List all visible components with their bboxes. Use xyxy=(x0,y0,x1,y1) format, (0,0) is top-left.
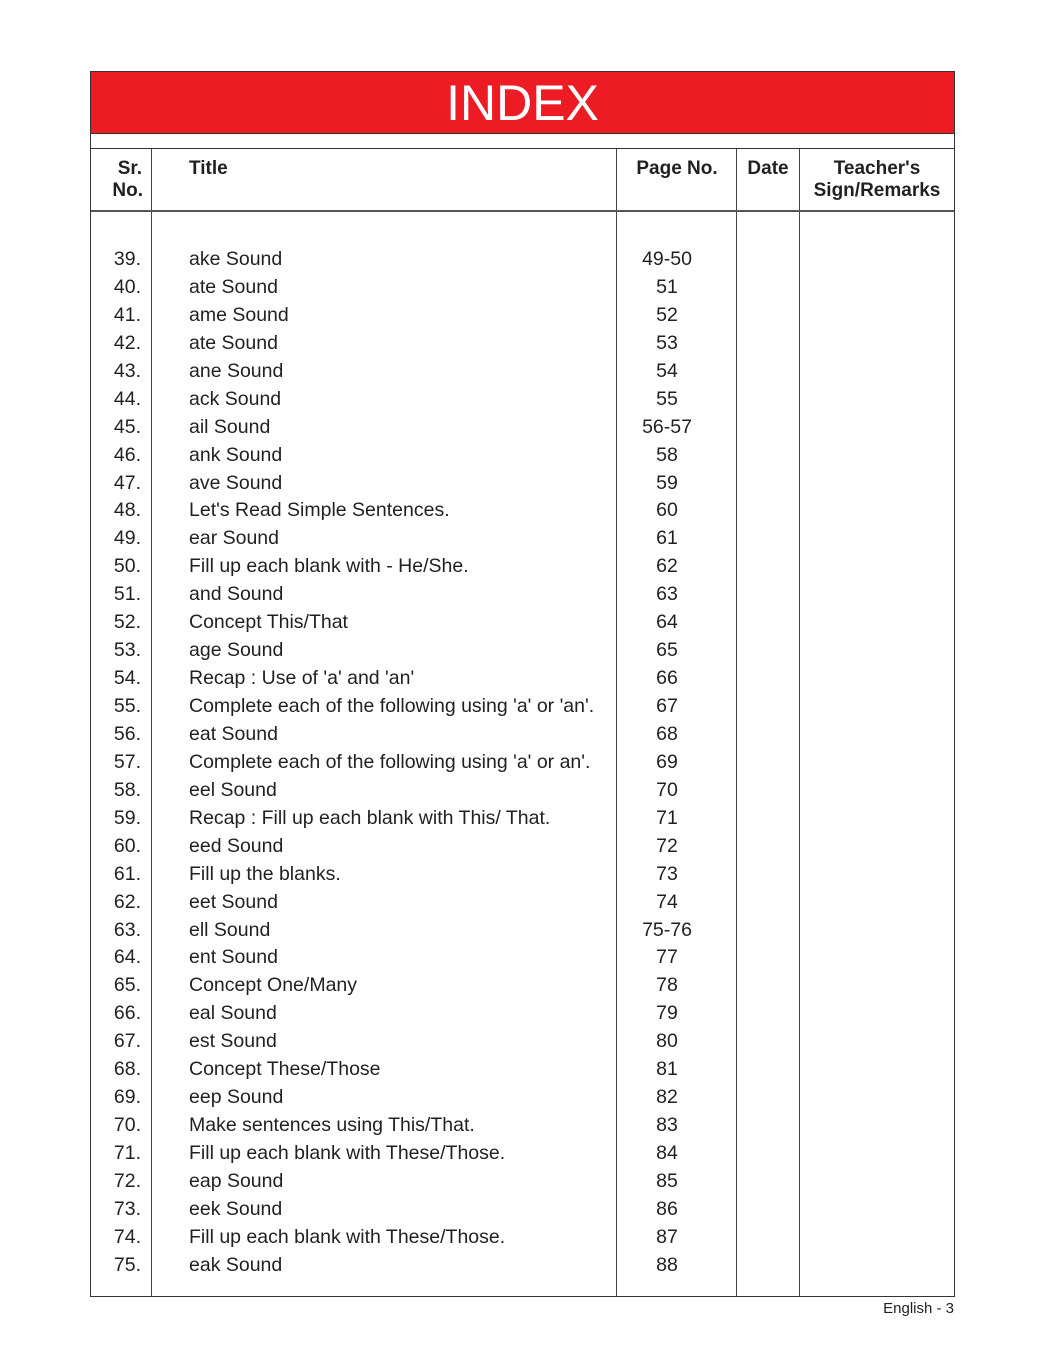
table-body xyxy=(91,245,954,1279)
row-page-no: 69 xyxy=(656,750,678,773)
row-page-no: 74 xyxy=(656,890,678,913)
table-row xyxy=(91,1055,954,1083)
row-title: Concept One/Many xyxy=(189,974,358,997)
table-row xyxy=(91,860,954,888)
row-title: eap Sound xyxy=(189,1169,284,1192)
row-number: 41. xyxy=(113,303,141,326)
row-title: Let's Read Simple Sentences. xyxy=(189,499,450,522)
row-number: 49. xyxy=(113,527,141,550)
row-page-no: 87 xyxy=(656,1225,678,1248)
row-title: eal Sound xyxy=(189,1002,277,1025)
row-title: Recap : Use of 'a' and 'an' xyxy=(189,667,415,690)
row-title: ake Sound xyxy=(189,248,283,270)
table-row xyxy=(91,916,954,944)
row-number: 57. xyxy=(113,750,141,773)
header-page-no: Page No. xyxy=(636,158,718,179)
row-number: 47. xyxy=(113,471,141,494)
row-page-no: 59 xyxy=(656,471,678,494)
row-number: 52. xyxy=(113,611,141,634)
table-row xyxy=(91,413,954,441)
table-row xyxy=(91,608,954,636)
row-title: ell Sound xyxy=(189,918,271,941)
row-page-no: 75-76 xyxy=(642,918,692,941)
table-row xyxy=(91,273,954,301)
row-number: 40. xyxy=(113,275,141,298)
table-row xyxy=(91,496,954,524)
table-row xyxy=(91,1195,954,1223)
row-number: 51. xyxy=(113,583,141,606)
row-number: 54. xyxy=(113,667,141,690)
row-page-no: 68 xyxy=(656,722,678,745)
row-title: eak Sound xyxy=(189,1253,283,1276)
table-row xyxy=(91,580,954,608)
table-row xyxy=(91,469,954,497)
row-number: 61. xyxy=(113,862,141,885)
row-number: 56. xyxy=(113,722,141,745)
row-number: 42. xyxy=(113,331,141,354)
table-row xyxy=(91,524,954,552)
row-number: 63. xyxy=(113,918,141,941)
row-number: 60. xyxy=(113,834,141,857)
row-page-no: 60 xyxy=(656,499,678,522)
row-title: eep Sound xyxy=(189,1086,284,1109)
table-row xyxy=(91,832,954,860)
table-row xyxy=(91,1139,954,1167)
row-title: ent Sound xyxy=(189,946,278,969)
row-title: Concept This/That xyxy=(189,611,348,634)
row-page-no: 78 xyxy=(656,974,678,997)
row-title: ane Sound xyxy=(189,359,284,382)
row-number: 71. xyxy=(113,1142,141,1164)
row-title: and Sound xyxy=(189,583,284,606)
row-number: 66. xyxy=(113,1002,141,1025)
row-page-no: 65 xyxy=(656,639,678,662)
page-footer: English - 3 xyxy=(883,1300,954,1317)
row-number: 58. xyxy=(113,778,141,801)
table-header xyxy=(91,148,954,212)
row-page-no: 80 xyxy=(656,1030,678,1053)
row-page-no: 58 xyxy=(656,443,678,466)
row-page-no: 52 xyxy=(656,303,678,326)
table-row xyxy=(91,943,954,971)
row-number: 55. xyxy=(113,695,141,717)
header-date: Date xyxy=(747,158,789,179)
row-page-no: 79 xyxy=(656,1002,678,1025)
row-page-no: 49-50 xyxy=(642,248,692,270)
row-page-no: 88 xyxy=(656,1253,678,1276)
row-title: eek Sound xyxy=(189,1197,283,1220)
table-row xyxy=(91,441,954,469)
row-page-no: 85 xyxy=(656,1169,678,1192)
row-page-no: 53 xyxy=(656,331,678,354)
row-title: eel Sound xyxy=(189,778,277,801)
index-table xyxy=(90,71,955,1297)
row-title: Fill up the blanks. xyxy=(189,862,341,885)
row-title: ate Sound xyxy=(189,331,278,354)
row-title: Complete each of the following using 'a' or 'an'. xyxy=(189,695,595,717)
table-row xyxy=(91,329,954,357)
header-sr-no: Sr. No. xyxy=(112,158,143,201)
row-number: 69. xyxy=(113,1086,141,1109)
header-remarks: Teacher's Sign/Remarks xyxy=(813,158,941,201)
table-row xyxy=(91,748,954,776)
table-row xyxy=(91,636,954,664)
row-page-no: 61 xyxy=(656,527,678,550)
row-page-no: 67 xyxy=(656,695,678,717)
row-number: 43. xyxy=(113,359,141,382)
row-number: 72. xyxy=(113,1169,141,1192)
row-title: Concept These/Those xyxy=(189,1058,381,1081)
table-row xyxy=(91,552,954,580)
row-page-no: 66 xyxy=(656,667,678,690)
row-page-no: 54 xyxy=(656,359,678,382)
table-row xyxy=(91,888,954,916)
table-row xyxy=(91,1083,954,1111)
table-row xyxy=(91,1167,954,1195)
table-row xyxy=(91,999,954,1027)
row-title: Complete each of the following using 'a' or an'. xyxy=(189,750,591,773)
row-page-no: 56-57 xyxy=(642,415,692,438)
row-title: Make sentences using This/That. xyxy=(189,1114,475,1137)
row-title: ave Sound xyxy=(189,471,283,494)
table-row xyxy=(91,971,954,999)
table-row xyxy=(91,664,954,692)
table-row xyxy=(91,692,954,720)
row-page-no: 62 xyxy=(656,555,678,578)
row-page-no: 82 xyxy=(656,1086,678,1109)
row-title: eat Sound xyxy=(189,722,278,745)
row-number: 73. xyxy=(113,1197,141,1220)
row-number: 59. xyxy=(113,806,141,829)
row-page-no: 84 xyxy=(656,1142,678,1164)
table-row xyxy=(91,385,954,413)
table-row xyxy=(91,301,954,329)
row-title: Fill up each blank with These/Those. xyxy=(189,1142,506,1164)
row-page-no: 51 xyxy=(656,275,678,298)
table-row xyxy=(91,1111,954,1139)
table-row xyxy=(91,804,954,832)
row-number: 46. xyxy=(113,443,141,466)
table-row xyxy=(91,357,954,385)
row-title: eed Sound xyxy=(189,834,284,857)
row-number: 68. xyxy=(113,1058,141,1081)
row-title: Fill up each blank with - He/She. xyxy=(189,555,469,578)
row-number: 50. xyxy=(113,555,141,578)
row-title: ate Sound xyxy=(189,275,278,298)
header-title: Title xyxy=(189,158,228,179)
row-page-no: 77 xyxy=(656,946,678,969)
row-number: 62. xyxy=(113,890,141,913)
row-page-no: 83 xyxy=(656,1114,678,1137)
row-number: 39. xyxy=(113,248,141,270)
table-row xyxy=(91,1223,954,1251)
row-number: 70. xyxy=(113,1114,141,1137)
index-banner: INDEX xyxy=(91,72,954,134)
table-row xyxy=(91,720,954,748)
row-number: 67. xyxy=(113,1030,141,1053)
row-number: 48. xyxy=(113,499,141,522)
row-title: ear Sound xyxy=(189,527,279,550)
row-page-no: 86 xyxy=(656,1197,678,1220)
table-row xyxy=(91,776,954,804)
row-title: est Sound xyxy=(189,1030,277,1053)
table-row xyxy=(91,1251,954,1279)
row-page-no: 71 xyxy=(656,806,678,829)
row-title: eet Sound xyxy=(189,890,278,913)
row-title: Recap : Fill up each blank with This/ That. xyxy=(189,806,551,829)
row-page-no: 81 xyxy=(656,1058,678,1081)
table-row xyxy=(91,245,954,273)
row-title: age Sound xyxy=(189,639,284,662)
row-title: ame Sound xyxy=(189,303,289,326)
row-number: 65. xyxy=(113,974,141,997)
row-page-no: 55 xyxy=(656,387,678,410)
row-number: 74. xyxy=(113,1225,141,1248)
row-number: 45. xyxy=(113,415,141,438)
row-title: ail Sound xyxy=(189,415,271,438)
row-page-no: 70 xyxy=(656,778,678,801)
row-number: 64. xyxy=(113,946,141,969)
row-title: Fill up each blank with These/Those. xyxy=(189,1225,506,1248)
row-number: 53. xyxy=(113,639,141,662)
row-page-no: 64 xyxy=(656,611,678,634)
row-number: 44. xyxy=(113,387,141,410)
row-page-no: 73 xyxy=(656,862,678,885)
row-title: ank Sound xyxy=(189,443,283,466)
row-page-no: 72 xyxy=(656,834,678,857)
row-page-no: 63 xyxy=(656,583,678,606)
row-title: ack Sound xyxy=(189,387,282,410)
row-number: 75. xyxy=(113,1253,141,1276)
table-row xyxy=(91,1027,954,1055)
